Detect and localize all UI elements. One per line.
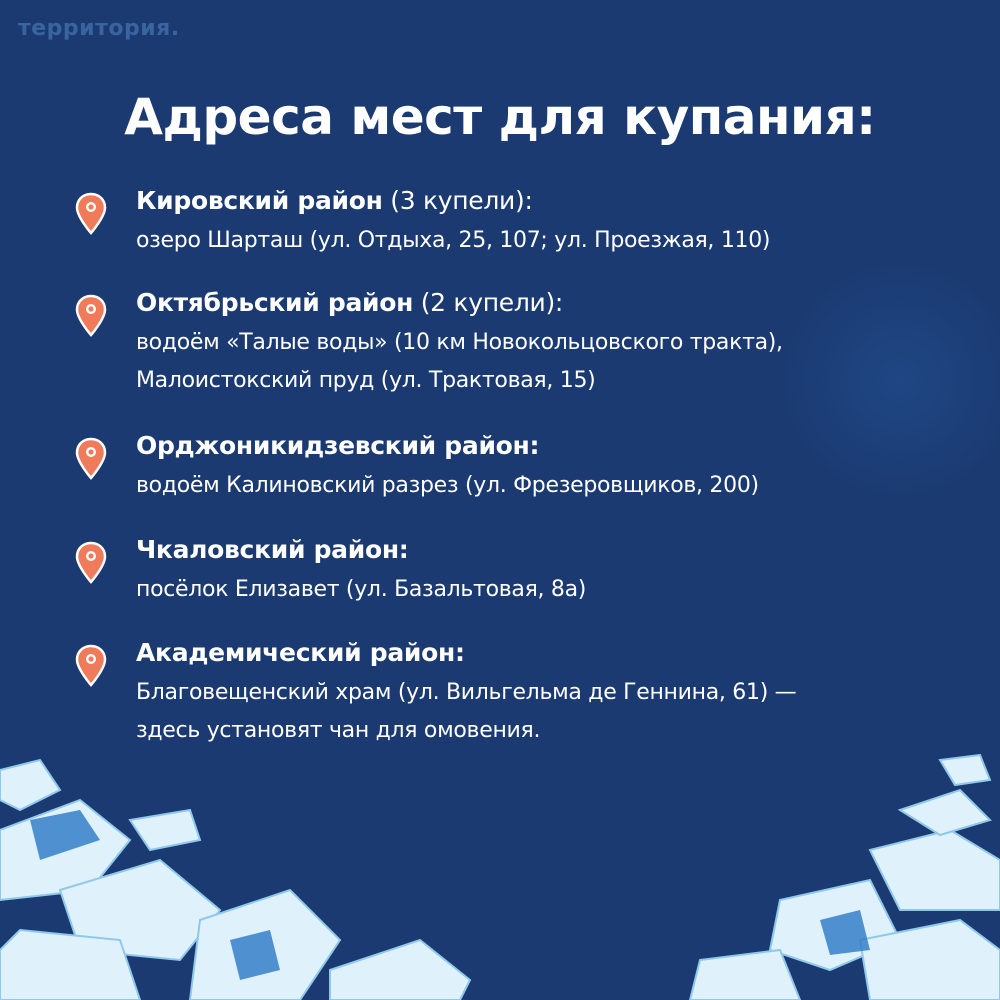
- district-heading: [136, 529, 976, 571]
- address-line: водоём Калиновский разрез (ул. Фрезеровщиков, 200): [136, 473, 759, 498]
- district-item: [136, 425, 976, 505]
- location-pin-icon: [74, 192, 108, 236]
- brand-logo: территория.: [18, 16, 180, 41]
- page-title: Адреса мест для купания:: [124, 88, 876, 146]
- district-item: [136, 180, 976, 260]
- address-line: озеро Шарташ (ул. Отдыха, 25, 107; ул. Проезжая, 110): [136, 228, 771, 253]
- district-name: Орджоникидзевский район:: [136, 431, 540, 460]
- district-name: Кировский район: [136, 186, 383, 215]
- district-count: (3 купели):: [382, 186, 533, 215]
- district-count: (2 купели):: [413, 288, 564, 317]
- district-name: Октябрьский район: [136, 288, 414, 317]
- address-line: здесь установят чан для омовения.: [136, 718, 541, 743]
- address-line: посёлок Елизавет (ул. Базальтовая, 8а): [136, 577, 587, 602]
- address-line: Благовещенский храм (ул. Вильгельма де Геннина, 61) —: [136, 680, 797, 705]
- ice-floes-decoration: [0, 740, 1000, 1000]
- district-item: [136, 529, 976, 609]
- location-pin-icon: [74, 294, 108, 338]
- district-name: Чкаловский район:: [136, 535, 409, 564]
- district-heading: [136, 282, 976, 324]
- location-pin-icon: [74, 644, 108, 688]
- district-item: [136, 632, 976, 750]
- district-heading: [136, 632, 976, 674]
- district-heading: [136, 425, 976, 467]
- district-item: [136, 282, 976, 400]
- location-pin-icon: [74, 437, 108, 481]
- location-pin-icon: [74, 541, 108, 585]
- district-heading: [136, 180, 976, 222]
- address-line: Малоистокский пруд (ул. Трактовая, 15): [136, 368, 596, 393]
- address-line: водоём «Талые воды» (10 км Новокольцовского тракта),: [136, 330, 783, 355]
- district-name: Академический район:: [136, 638, 465, 667]
